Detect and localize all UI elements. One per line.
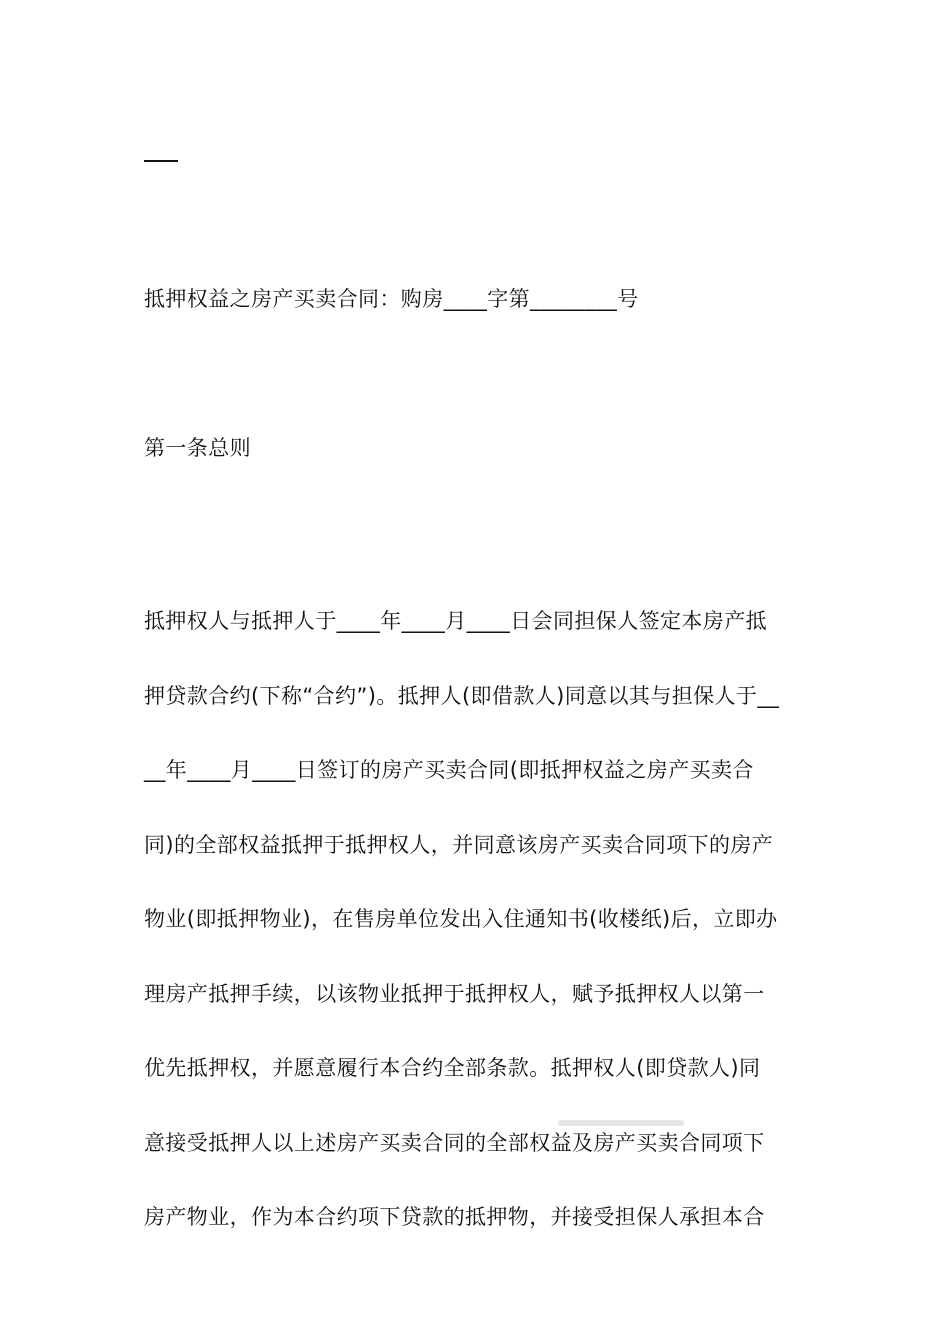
paragraph-line: 意接受抵押人以上述房产买卖合同的全部权益及房产买卖合同项下 bbox=[144, 1130, 765, 1155]
body-paragraph bbox=[144, 584, 808, 1255]
paragraph-line: 抵押权人与抵押人于____年____月____日会同担保人签定本房产抵 bbox=[144, 609, 767, 633]
paragraph-line: 优先抵押权，并愿意履行本合约全部条款。抵押权人(即贷款人)同 bbox=[144, 1056, 761, 1080]
paragraph-line: __年____月____日签订的房产买卖合同(即抵押权益之房产买卖合 bbox=[144, 758, 754, 782]
paragraph-line: 物业(即抵押物业)，在售房单位发出入住通知书(收楼纸)后，立即办 bbox=[144, 907, 778, 931]
paragraph-line: 房产物业，作为本合约项下贷款的抵押物，并接受担保人承担本合 bbox=[144, 1205, 765, 1229]
section-heading: 第一条总则 bbox=[144, 436, 251, 460]
document-title: 抵押权益之房产买卖合同：购房____字第________号 bbox=[144, 287, 639, 311]
top-rule-divider bbox=[144, 160, 178, 162]
paragraph-line: 押贷款合约(下称“合约”)。抵押人(即借款人)同意以其与担保人于__ bbox=[144, 683, 780, 708]
paragraph-line: 理房产抵押手续，以该物业抵押于抵押权人，赋予抵押权人以第一 bbox=[144, 981, 765, 1006]
paragraph-line: 同)的全部权益抵押于抵押权人，并同意该房产买卖合同项下的房产 bbox=[144, 832, 774, 857]
watermark-mark bbox=[556, 1112, 686, 1134]
